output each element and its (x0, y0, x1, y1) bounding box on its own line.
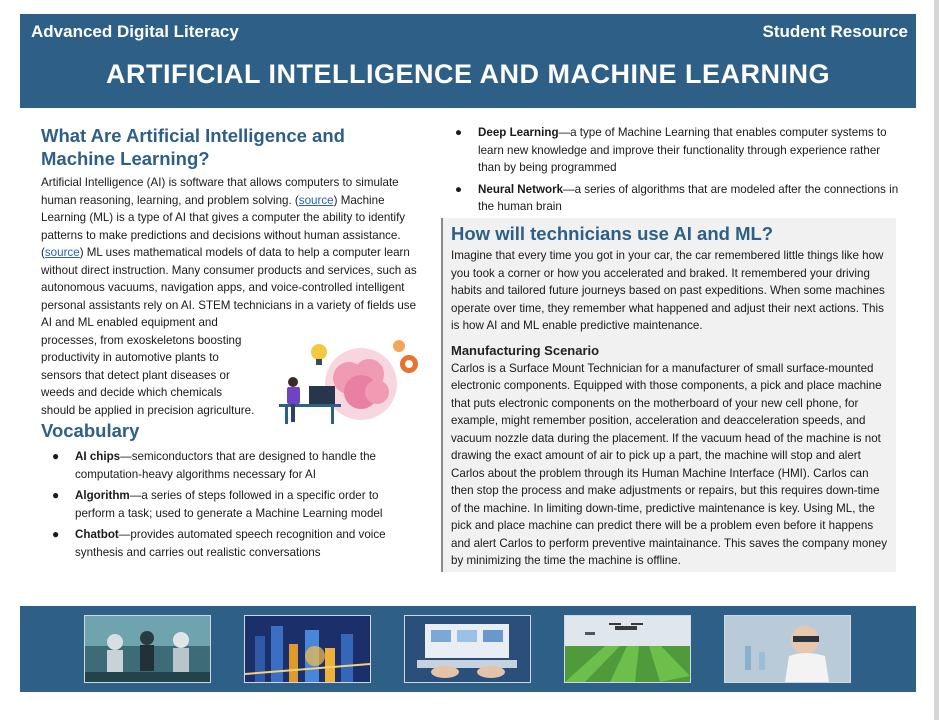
bullet-icon: ● (455, 126, 463, 139)
vocab-term: Algorithm (75, 489, 130, 502)
list-item (41, 448, 419, 483)
vocabulary-list (41, 448, 419, 561)
technicians-paragraph: Imagine that every time you got in your car, the car remembered little things like how you took a corner or how you accelerated and braked. It remembered your driving habits and tailored future journeys based on past expeditions. When some machines operate over time, they remember what happened and adjust their next actions. This is how AI and ML enable predictive maintenance. (451, 249, 885, 332)
list-item (450, 181, 905, 216)
vocab-definition: —semiconductors that are designed to handle the computation-heavy algorithms necessary for AI (75, 450, 376, 481)
intro-wrap (41, 332, 419, 420)
left-column (41, 124, 419, 565)
circuit-city-image (244, 615, 371, 683)
bullet-icon: ● (52, 449, 60, 463)
intro-paragraph (41, 174, 419, 332)
list-item (41, 526, 419, 561)
bullet-icon: ● (52, 488, 60, 502)
scientist-image (724, 615, 851, 683)
ai-illustration (269, 328, 421, 424)
vocabulary-heading: Vocabulary (41, 420, 140, 441)
bullet-icon: ● (455, 182, 463, 196)
resource-label: Student Resource (762, 22, 908, 41)
intro-text-a: Artificial Intelligence (AI) is software that allows computers to simulate human reasoning, learning, and problem solving. ( (41, 176, 399, 207)
window-edge (934, 0, 939, 720)
vocab-term: Neural Network (478, 182, 564, 196)
scenario-heading: Manufacturing Scenario (451, 342, 600, 358)
vocab-term: Deep Learning (478, 126, 559, 139)
list-item (450, 124, 905, 177)
technicians-panel (441, 218, 896, 572)
intro-continued: processes, from exoskeletons boosting productivity in automotive plants to sensors that detect plant diseases or weeds and decide which chemicals should be applied in precision agriculture. (41, 333, 255, 417)
intro-text-b: ) Machine Learning (ML) is a type of AI that gives a computer the ability to identify patterns to make predictions and decisions without human assistance. ( (41, 193, 406, 259)
vocab-definition: —provides automated speech recognition and voice synthesis and carries out realistic conversations (75, 528, 386, 559)
image-strip (20, 606, 916, 692)
source-link-2[interactable]: source (44, 246, 80, 259)
vocab-definition: —a series of algorithms that are modeled after the connections in the human brain (478, 182, 899, 213)
source-link-1[interactable]: source (298, 193, 334, 207)
technicians-heading: How will technicians use AI and ML? (451, 223, 774, 244)
vocab-definition: —a type of Machine Learning that enables computer systems to learn new knowledge and improve their functionality through experience rather than by being programmed (478, 126, 887, 174)
technicians-content (451, 222, 891, 570)
vocab-definition: —a series of steps followed in a specific order to perform a task; used to generate a Machine Learning model (75, 489, 383, 520)
intro-text-c: ) ML uses mathematical models of data to help a computer learn without direct instruction. Many consumer products and services, such as autonomous vacuums, navigation apps, and voice-controlled intelligent personal assistants rely on AI. STEM technicians in a variety of fields use AI and ML enabled equipment and (41, 246, 417, 329)
vocab-term: Chatbot (75, 528, 119, 541)
bullet-icon: ● (52, 527, 60, 541)
page-header (20, 14, 916, 108)
page-title: ARTIFICIAL INTELLIGENCE AND MACHINE LEARNING (106, 59, 830, 89)
scenario-paragraph: Carlos is a Surface Mount Technician for a manufacturer of small surface-mounted electronic components. Equipped with those components, a pick and place machine that puts electronic components on the motherboard of your new cell phone, for example, might remember position, acceleration and deacceleration speeds, and vacuum nozzle data during the placement. If the vacuum head of the machine is not drawing the exact amount of air to pick up a part, the machine will stop and alert Carlos about the problem through its Human Machine Interface (HMI). Carlos can then stop the process and make adjustments or repairs, but this requires down-time of the machine. In limiting down-time, predictive maintenance is key. Using ML, the pick and place machine can predict there will be a problem even before it happens and alert Carlos to perform preventive maintainance. This saves the company money by minimizing the time the machine is offline. (451, 361, 888, 567)
people-with-robots-image (84, 615, 211, 683)
laptop-hands-image (404, 615, 531, 683)
vocabulary-continued (450, 124, 905, 220)
farm-drone-image (564, 615, 691, 683)
vocab-term: AI chips (75, 450, 121, 463)
course-name: Advanced Digital Literacy (31, 22, 239, 41)
list-item (41, 487, 419, 522)
intro-heading: What Are Artificial Intelligence and Machine Learning? (41, 125, 345, 169)
vocabulary-list-continued (450, 124, 905, 216)
